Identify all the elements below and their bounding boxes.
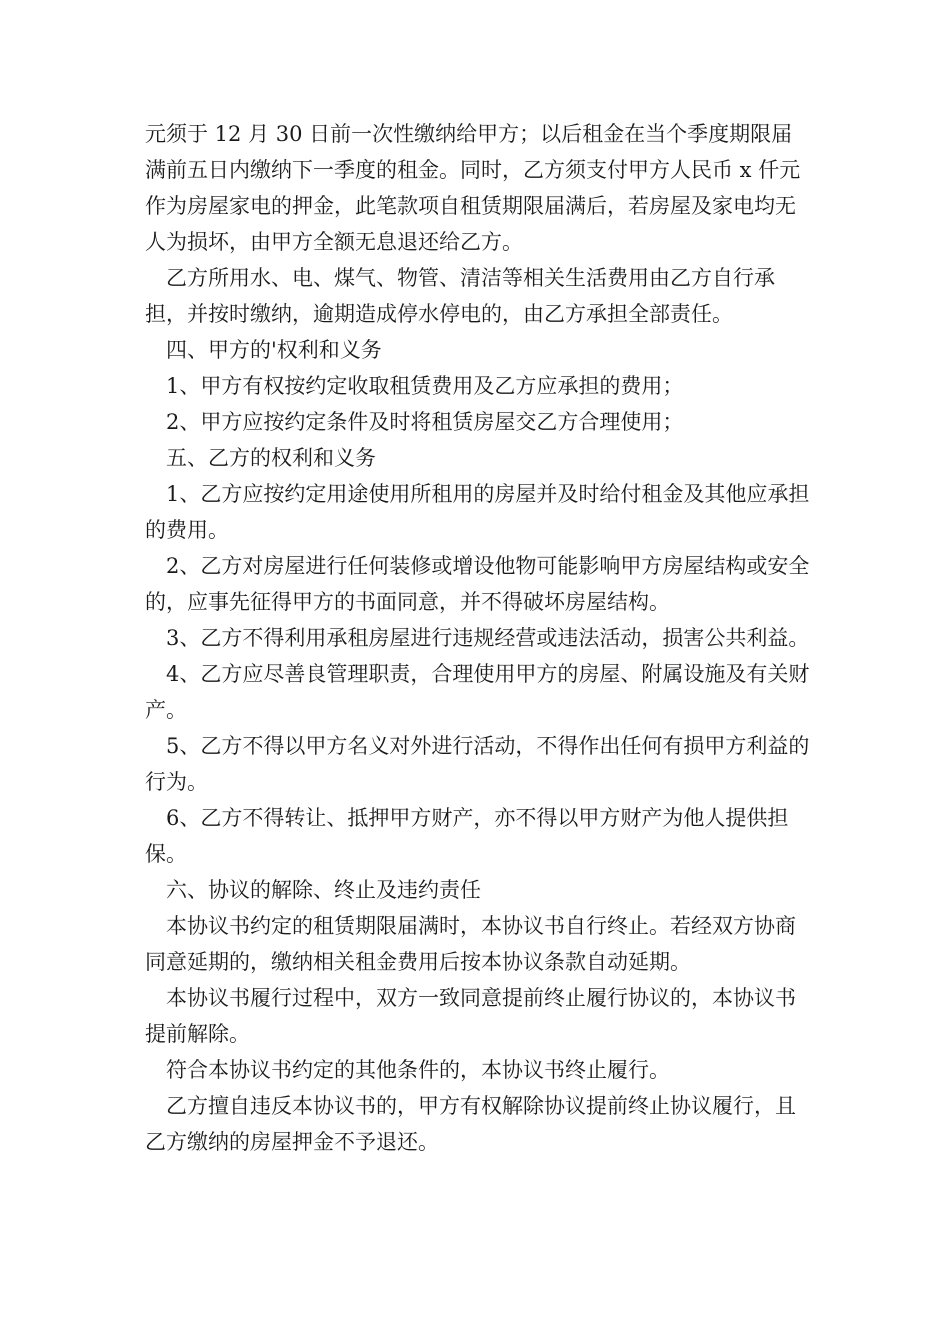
clause-4-2: 2、甲方应按约定条件及时将租赁房屋交乙方合理使用； [166, 410, 684, 434]
section-heading-4: 四、甲方的'权利和义务 [166, 338, 382, 362]
paragraph-other-conditions: 符合本协议书约定的其他条件的，本协议书终止履行。 [166, 1058, 670, 1082]
paragraph-early-termination: 本协议书履行过程中，双方一致同意提前终止履行协议的，本协议书提前解除。 [145, 986, 796, 1046]
paragraph-utilities: 乙方所用水、电、煤气、物管、清洁等相关生活费用由乙方自行承担，并按时缴纳，逾期造成停水停电的，由乙方承担全部责任。 [145, 266, 775, 326]
clause-5-6: 6、乙方不得转让、抵押甲方财产，亦不得以甲方财产为他人提供担保。 [145, 806, 789, 866]
clause-5-3: 3、乙方不得利用承租房屋进行违规经营或违法活动，损害公共利益。 [166, 626, 810, 650]
section-heading-6: 六、协议的解除、终止及违约责任 [166, 878, 481, 902]
paragraph-breach: 乙方擅自违反本协议书的，甲方有权解除协议提前终止协议履行，且乙方缴纳的房屋押金不予退还。 [145, 1094, 796, 1154]
clause-4-1: 1、甲方有权按约定收取租赁费用及乙方应承担的费用； [166, 374, 684, 398]
paragraph-expiry: 本协议书约定的租赁期限届满时，本协议书自行终止。若经双方协商同意延期的，缴纳相关租金费用后按本协议条款自动延期。 [145, 914, 796, 974]
clause-5-4: 4、乙方应尽善良管理职责，合理使用甲方的房屋、附属设施及有关财产。 [145, 662, 810, 722]
document-body [145, 116, 813, 1160]
paragraph-deposit: 元须于 12 月 30 日前一次性缴纳给甲方；以后租金在当个季度期限届满前五日内缴纳下一季度的租金。同时，乙方须支付甲方人民币 x 仟元作为房屋家电的押金，此笔款项自租赁期限届满后，若房屋及家电均无人为损坏，由甲方全额无息退还给乙方。 [145, 122, 801, 254]
clause-5-5: 5、乙方不得以甲方名义对外进行活动，不得作出任何有损甲方利益的行为。 [145, 734, 810, 794]
clause-5-2: 2、乙方对房屋进行任何装修或增设他物可能影响甲方房屋结构或安全的，应事先征得甲方的书面同意，并不得破坏房屋结构。 [145, 554, 810, 614]
clause-5-1: 1、乙方应按约定用途使用所租用的房屋并及时给付租金及其他应承担的费用。 [145, 482, 810, 542]
section-heading-5: 五、乙方的权利和义务 [166, 446, 376, 470]
